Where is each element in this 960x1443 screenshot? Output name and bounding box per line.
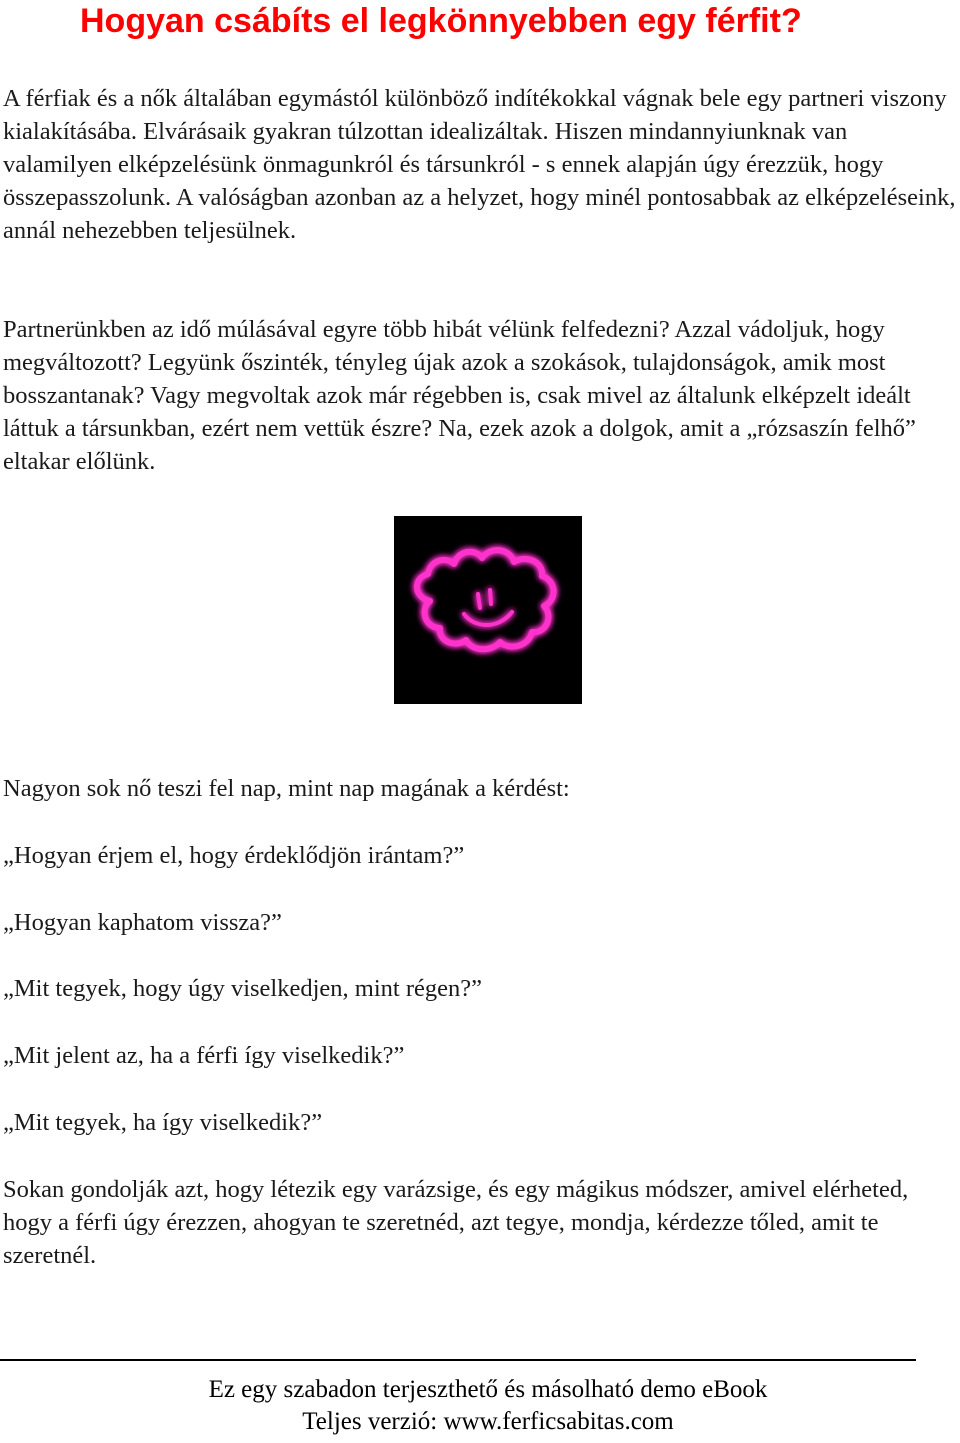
cloud-right-eye [490, 590, 491, 604]
footer-demo-notice: Ez egy szabadon terjeszthető és másolható demo eBook [208, 1376, 768, 1403]
footer-full-version-link[interactable]: Teljes verzió: www.ferficsabitas.com [302, 1408, 674, 1435]
cloud-outline [417, 550, 554, 649]
footer-divider [0, 1359, 916, 1361]
question-3: „Mit tegyek, hogy úgy viselkedjen, mint régen?” [3, 975, 482, 1002]
question-2: „Hogyan kaphatom vissza?” [3, 909, 282, 936]
page-title: Hogyan csábíts el legkönnyebben egy férfit? [80, 2, 802, 40]
smiling-pink-cloud-icon [394, 516, 582, 704]
question-intro: Nagyon sok nő teszi fel nap, mint nap magának a kérdést: [3, 775, 570, 802]
partner-paragraph: Partnerünkben az idő múlásával egyre több hibát vélünk felfedezni? Azzal vádoljuk, hogy megváltozott? Legyünk őszinték, tényleg újak azok a szokások, tulajdonságok, amik most bosszantanak? Vagy megvoltak azok már régebben is, csak mivel az általunk elképzelt ideált láttuk a társunkban, ezért nem vettük észre? Na, ezek azok a dolgok, amit a „rózsaszín felhő” eltakar előlünk. [3, 316, 916, 475]
intro-paragraph: A férfiak és a nők általában egymástól különböző indítékokkal vágnak bele egy partneri viszony kialakításába. Elvárásaik gyakran túlzottan idealizáltak. Hiszen mindannyiunknak van valamilyen elképzelésünk önmagunkról és társunkról - s ennek alapján úgy érezzük, hogy összepasszolunk. A valóságban azonban az a helyzet, hogy minél pontosabbak az elképzeléseink, annál nehezebben teljesülnek. [3, 85, 956, 244]
question-4: „Mit jelent az, ha a férfi így viselkedik?” [3, 1042, 405, 1069]
cloud-left-eye [478, 594, 480, 608]
pink-cloud-image [394, 516, 582, 704]
question-1: „Hogyan érjem el, hogy érdeklődjön irántam?” [3, 842, 465, 869]
question-5: „Mit tegyek, ha így viselkedik?” [3, 1109, 323, 1136]
cloud-smile [464, 612, 512, 625]
closing-paragraph: Sokan gondolják azt, hogy létezik egy varázsige, és egy mágikus módszer, amivel elérheted, hogy a férfi úgy érezzen, ahogyan te szeretnéd, azt tegye, mondja, kérdezze tőled, amit te szeretnél. [3, 1176, 909, 1269]
